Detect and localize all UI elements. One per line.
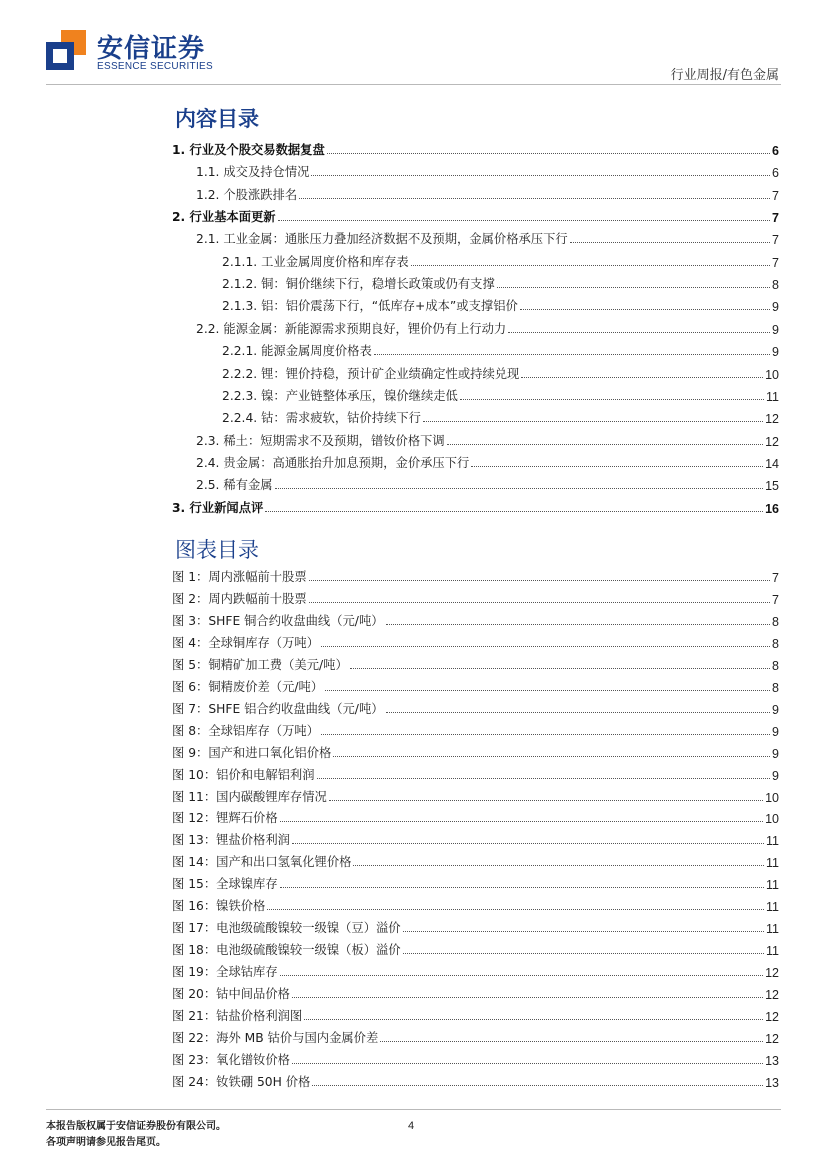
figure-entry-label: 图 11：国内碳酸锂库存情况 (172, 789, 327, 804)
dot-leader (317, 778, 771, 779)
figure-entry[interactable] (0, 937, 827, 958)
figure-entry-page: 13 (765, 1053, 779, 1068)
toc-entry-label: 2.2.1. 能源金属周度价格表 (222, 344, 372, 359)
toc-entry-page: 12 (765, 434, 779, 449)
figure-entry[interactable] (0, 696, 827, 717)
toc-entry-label: 2.2.4. 钴：需求疲软，钴价持续下行 (222, 411, 421, 426)
figure-entry-page: 9 (772, 768, 779, 783)
figure-entry[interactable] (0, 959, 827, 980)
toc-entry[interactable] (0, 270, 827, 292)
figure-entry-label: 图 5：铜精矿加工费（美元/吨） (172, 657, 348, 672)
figure-entry-label: 图 12：锂辉石价格 (172, 811, 278, 826)
figure-entry[interactable] (0, 586, 827, 607)
toc-entry-page: 10 (765, 367, 779, 382)
figure-entry[interactable] (0, 827, 827, 848)
essence-logo-icon (46, 30, 86, 70)
dot-leader (403, 953, 764, 954)
dot-leader (292, 843, 764, 844)
figure-entry-page: 13 (765, 1075, 779, 1090)
figure-entry[interactable] (0, 718, 827, 739)
figure-entry-label: 图 6：铜精废价差（元/吨） (172, 679, 324, 694)
dot-leader (311, 175, 770, 176)
figure-entry-label: 图 13：锂盐价格利润 (172, 833, 290, 848)
figure-entry[interactable] (0, 630, 827, 651)
dot-leader (267, 909, 764, 910)
dot-leader (520, 309, 770, 310)
header-divider (46, 84, 781, 85)
toc-entry[interactable] (0, 136, 827, 158)
dot-leader (280, 975, 763, 976)
toc-entry-page: 11 (766, 389, 779, 404)
report-category: 行业周报/有色金属 (670, 68, 779, 83)
footer-divider (46, 1109, 781, 1110)
figure-entry-label: 图 14：国产和出口氢氧化锂价格 (172, 855, 352, 870)
toc-entry-label: 2.2.2. 锂：锂价持稳，预计矿企业绩确定性或持续兑现 (222, 366, 520, 381)
toc-entry[interactable] (0, 382, 827, 404)
figure-entry[interactable] (0, 981, 827, 1002)
figure-entry-label: 图 16：镍铁价格 (172, 899, 266, 914)
figure-entry[interactable] (0, 652, 827, 673)
figure-list-title: 图表目录 (175, 538, 259, 562)
dot-leader (321, 734, 770, 735)
toc-entry[interactable] (0, 315, 827, 337)
dot-leader (278, 220, 770, 221)
toc-entry[interactable] (0, 427, 827, 449)
toc-entry-page: 14 (765, 456, 779, 471)
toc-entry-label: 2.1. 工业金属：通胀压力叠加经济数据不及预期，金属价格承压下行 (196, 232, 568, 247)
toc-entry[interactable] (0, 494, 827, 516)
dot-leader (325, 690, 770, 691)
figure-entry-label: 图 8：全球铝库存（万吨） (172, 723, 319, 738)
dot-leader (380, 1041, 763, 1042)
disclaimer-notice: 各项声明请参见报告尾页。 (46, 1137, 166, 1148)
figure-entry-label: 图 10：铝价和电解铝利润 (172, 767, 315, 782)
figure-entry-page: 12 (765, 988, 779, 1003)
figure-entry[interactable] (0, 893, 827, 914)
figure-entry-page: 7 (772, 571, 779, 585)
figure-entry[interactable] (0, 674, 827, 695)
toc-entry-page: 7 (772, 211, 779, 226)
dot-leader (275, 488, 764, 489)
figure-entry[interactable] (0, 871, 827, 892)
dot-leader (327, 153, 770, 154)
toc-entry-page: 8 (772, 278, 779, 293)
toc-entry-page: 7 (772, 188, 779, 203)
dot-leader (309, 580, 770, 581)
figure-entry-page: 12 (765, 1031, 779, 1046)
figure-entry[interactable] (0, 564, 827, 585)
dot-leader (508, 332, 770, 333)
figure-entry-label: 图 4：全球铜库存（万吨） (172, 635, 319, 650)
toc-entry-page: 9 (772, 345, 779, 360)
toc-entry-label: 2.1.3. 铝：铝价震荡下行，“低库存+成本”或支撑铝价 (222, 299, 518, 314)
figure-entry[interactable] (0, 849, 827, 870)
toc-entry[interactable] (0, 449, 827, 471)
figure-entry-label: 图 7：SHFE 铝合约收盘曲线（元/吨） (172, 701, 384, 716)
dot-leader (321, 646, 770, 647)
figure-entry-page: 8 (772, 680, 779, 695)
toc-entry[interactable] (0, 404, 827, 426)
dot-leader (333, 756, 770, 757)
toc-entry[interactable] (0, 337, 827, 359)
page-header (0, 0, 827, 85)
figure-entry-page: 11 (766, 856, 779, 871)
dot-leader (374, 354, 770, 355)
toc-entry-label: 2.4. 贵金属：高通胀抬升加息预期，金价承压下行 (196, 455, 470, 470)
dot-leader (329, 800, 763, 801)
figure-entry-page: 12 (765, 1010, 779, 1024)
figure-entry-label: 图 23：氧化镨钕价格 (172, 1052, 290, 1067)
figure-entry-page: 9 (772, 702, 779, 717)
dot-leader (304, 1019, 763, 1020)
figure-entry-label: 图 17：电池级硫酸镍较一级镍（豆）溢价 (172, 921, 401, 936)
figure-entry[interactable] (0, 805, 827, 826)
toc-entry[interactable] (0, 225, 827, 247)
dot-leader (460, 399, 764, 400)
dot-leader (299, 198, 770, 199)
toc-entry-label: 1. 行业及个股交易数据复盘 (172, 143, 325, 157)
dot-leader (309, 602, 770, 603)
figure-entry-label: 图 22：海外 MB 钴价与国内金属价差 (172, 1030, 379, 1045)
figure-entry[interactable] (0, 784, 827, 805)
figure-entry-page: 12 (765, 966, 779, 981)
figure-entry-page: 11 (766, 900, 779, 915)
figure-entry[interactable] (0, 1047, 827, 1068)
toc-entry-page: 9 (772, 322, 779, 337)
toc-entry-page: 6 (772, 166, 779, 181)
figure-entry-label: 图 15：全球镍库存 (172, 877, 278, 892)
figure-entry[interactable] (0, 915, 827, 936)
toc-entry-page: 9 (772, 300, 779, 315)
toc-entry-label: 2.2. 能源金属：新能源需求预期良好，锂价仍有上行动力 (196, 321, 507, 336)
figure-entry-page: 11 (766, 834, 779, 849)
toc-entry-label: 1.1. 成交及持仓情况 (196, 165, 310, 180)
figure-entry-page: 11 (766, 944, 779, 959)
figure-entry-label: 图 24：钕铁硼 50H 价格 (172, 1074, 311, 1089)
toc-entry[interactable] (0, 203, 827, 225)
figure-entry-page: 10 (765, 790, 779, 805)
copyright-notice: 本报告版权属于安信证券股份有限公司。 (46, 1121, 226, 1132)
toc-entry[interactable] (0, 292, 827, 314)
dot-leader (386, 712, 771, 713)
figure-entry-page: 8 (772, 636, 779, 651)
dot-leader (312, 1085, 763, 1086)
figure-entry-page: 10 (765, 812, 779, 827)
figure-entry-page: 9 (772, 746, 779, 761)
brand-name-en: ESSENCE SECURITIES (97, 61, 213, 72)
dot-leader (350, 668, 770, 669)
figure-entry-label: 图 2：周内跌幅前十股票 (172, 591, 307, 606)
figure-entry[interactable] (0, 608, 827, 629)
figure-entry-page: 8 (772, 614, 779, 629)
dot-leader (386, 624, 771, 625)
figure-entry[interactable] (0, 1069, 827, 1090)
toc-entry-page: 7 (772, 255, 779, 270)
toc-entry[interactable] (0, 360, 827, 382)
toc-entry-page: 6 (772, 144, 779, 158)
dot-leader (570, 242, 770, 243)
dot-leader (265, 511, 763, 512)
toc-entry-label: 2. 行业基本面更新 (172, 210, 276, 225)
dot-leader (447, 444, 763, 445)
figure-entry-page: 11 (766, 878, 779, 893)
figure-entry-page: 11 (766, 922, 779, 937)
figure-entry-label: 图 19：全球钴库存 (172, 965, 278, 980)
figure-entry[interactable] (0, 1025, 827, 1046)
figure-entry-label: 图 18：电池级硫酸镍较一级镍（板）溢价 (172, 943, 401, 958)
dot-leader (292, 997, 763, 998)
dot-leader (521, 377, 763, 378)
toc-entry[interactable] (0, 181, 827, 203)
figure-entry[interactable] (0, 740, 827, 761)
dot-leader (423, 421, 763, 422)
toc-entry-label: 1.2. 个股涨跌排名 (196, 187, 298, 202)
toc-entry-page: 12 (765, 412, 779, 427)
dot-leader (411, 265, 770, 266)
toc-entry-label: 2.1.2. 铜：铜价继续下行，稳增长政策或仍有支撑 (222, 277, 495, 292)
figure-entry[interactable] (0, 762, 827, 783)
figure-entry-label: 图 21：钴盐价格利润图 (172, 1009, 303, 1023)
toc-title: 内容目录 (175, 107, 259, 131)
dot-leader (353, 865, 764, 866)
figure-entry-label: 图 1：周内涨幅前十股票 (172, 570, 307, 584)
toc-entry[interactable] (0, 471, 827, 493)
toc-entry-page: 16 (765, 501, 779, 516)
toc-entry-page: 15 (765, 479, 779, 494)
dot-leader (497, 287, 770, 288)
figure-entry-label: 图 20：钴中间品价格 (172, 987, 290, 1002)
dot-leader (292, 1063, 763, 1064)
toc-entry-label: 2.5. 稀有金属 (196, 478, 273, 493)
dot-leader (280, 887, 764, 888)
toc-entry-label: 2.2.3. 镍：产业链整体承压，镍价继续走低 (222, 388, 458, 403)
figure-entry-label: 图 3：SHFE 铜合约收盘曲线（元/吨） (172, 613, 384, 628)
page-number: 4 (408, 1120, 415, 1132)
dot-leader (471, 466, 763, 467)
toc-entry-label: 3. 行业新闻点评 (172, 500, 264, 515)
brand-name-cn: 安信证券 (97, 34, 206, 64)
toc-entry[interactable] (0, 158, 827, 180)
figure-entry-page: 9 (772, 724, 779, 739)
toc-entry[interactable] (0, 248, 827, 270)
figure-entry-label: 图 9：国产和进口氧化铝价格 (172, 745, 332, 760)
toc-entry-page: 7 (772, 233, 779, 248)
figure-entry[interactable] (0, 1003, 827, 1024)
dot-leader (403, 931, 764, 932)
figure-entry-page: 8 (772, 658, 779, 673)
toc-entry-label: 2.3. 稀土：短期需求不及预期，镨钕价格下调 (196, 433, 445, 448)
toc-entry-label: 2.1.1. 工业金属周度价格和库存表 (222, 254, 409, 269)
dot-leader (280, 821, 763, 822)
figure-entry-page: 7 (772, 592, 779, 607)
